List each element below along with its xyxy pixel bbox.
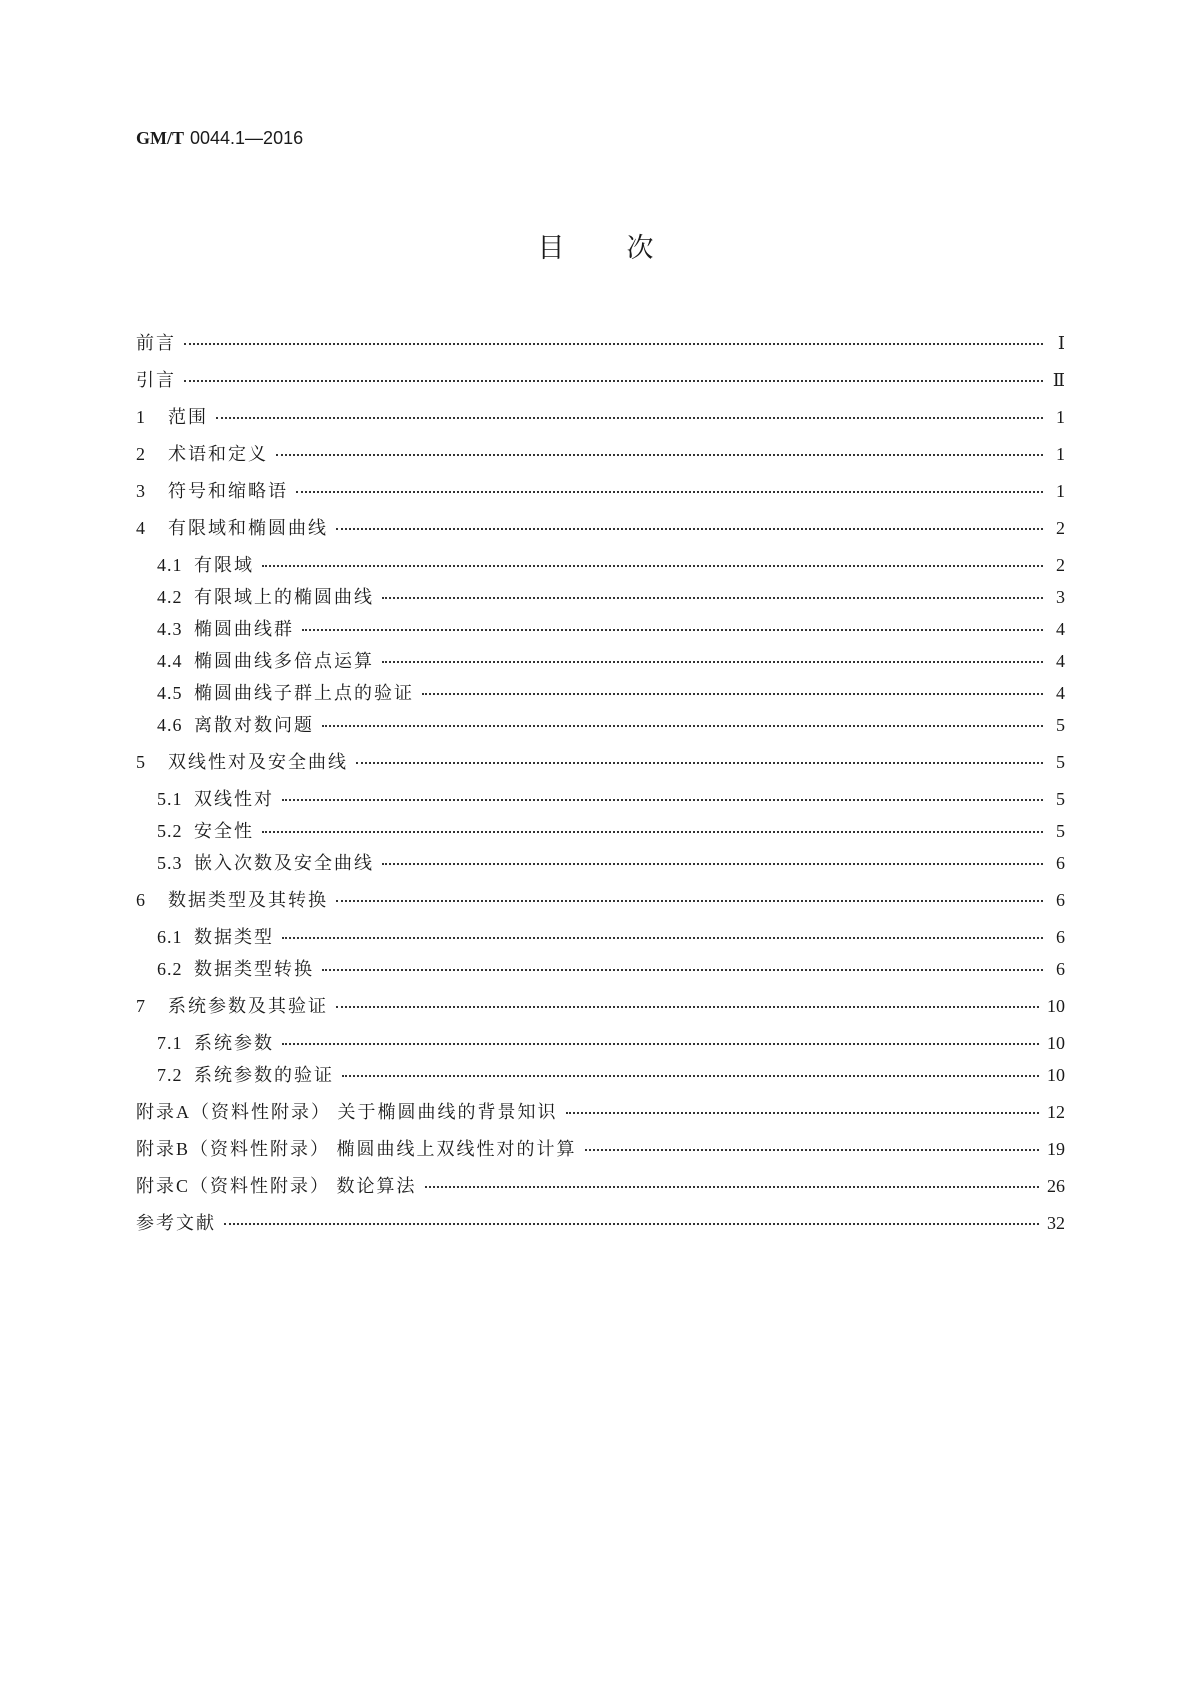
toc-dot-leader <box>425 1186 1039 1188</box>
toc-entry-page: 19 <box>1047 1139 1065 1159</box>
toc-entry-title: 椭圆曲线群 <box>194 619 294 639</box>
toc-dot-leader <box>322 725 1043 727</box>
toc-dot-leader <box>356 762 1043 764</box>
toc-entry-number: 5.1 <box>157 789 183 809</box>
toc-entry-page: 10 <box>1047 1065 1065 1085</box>
toc-entry-number: 6.1 <box>157 927 183 947</box>
toc-entry[interactable] <box>136 991 1065 1028</box>
toc-entry[interactable] <box>136 1208 1065 1245</box>
toc-entry-title: 有限域 <box>194 555 254 575</box>
toc-entry-number: 7.2 <box>157 1065 183 1085</box>
toc-dot-leader <box>422 693 1043 695</box>
toc-entry-title: 双线性对及安全曲线 <box>168 752 348 772</box>
toc-dot-leader <box>342 1075 1039 1077</box>
document-code-number: 0044.1—2016 <box>190 128 304 148</box>
toc-entry-number: 4.6 <box>157 715 183 735</box>
toc-entry-title: 椭圆曲线多倍点运算 <box>194 651 374 671</box>
toc-entry-page: 5 <box>1056 715 1065 735</box>
toc-entry[interactable] <box>136 1134 1065 1171</box>
toc-entry[interactable] <box>136 1171 1065 1208</box>
toc-entry-number: 1 <box>136 407 146 427</box>
toc-entry-title: 附录B（资料性附录） 椭圆曲线上双线性对的计算 <box>136 1139 577 1159</box>
toc-entry-page: 2 <box>1056 555 1065 575</box>
toc-entry-number: 7 <box>136 996 146 1016</box>
toc-entry-page: 2 <box>1056 518 1065 538</box>
toc-entry-number: 5 <box>136 752 146 772</box>
toc-entry-number: 4.3 <box>157 619 183 639</box>
toc-dot-leader <box>336 900 1043 902</box>
toc-entry-page: 4 <box>1056 619 1065 639</box>
toc-entry-title: 有限域和椭圆曲线 <box>168 518 328 538</box>
toc-entry-page: 32 <box>1047 1213 1065 1233</box>
toc-entry-title: 附录C（资料性附录） 数论算法 <box>136 1176 417 1196</box>
toc-entry-page: 6 <box>1056 959 1065 979</box>
toc-entry[interactable] <box>136 402 1065 439</box>
toc-dot-leader <box>262 831 1043 833</box>
toc-entry[interactable] <box>136 513 1065 550</box>
toc-entry-title: 离散对数问题 <box>194 715 314 735</box>
toc-entry[interactable] <box>136 747 1065 784</box>
toc-entry[interactable] <box>136 365 1065 402</box>
toc-entry-number: 2 <box>136 444 146 464</box>
toc-entry[interactable] <box>136 848 1065 885</box>
toc-entry-title: 数据类型转换 <box>194 959 314 979</box>
toc-entry-page: Ⅱ <box>1052 370 1065 390</box>
toc-dot-leader <box>224 1223 1039 1225</box>
toc-entry-title: 系统参数 <box>194 1033 274 1053</box>
toc-entry-page: 5 <box>1056 789 1065 809</box>
toc-entry-title: 椭圆曲线子群上点的验证 <box>194 683 414 703</box>
toc-entry-page: 6 <box>1056 853 1065 873</box>
toc-entry-title: 范围 <box>168 407 208 427</box>
toc-entry[interactable] <box>136 885 1065 922</box>
toc-entry-page: 5 <box>1056 821 1065 841</box>
toc-entry-page: 4 <box>1056 651 1065 671</box>
toc-entry-title: 系统参数的验证 <box>194 1065 334 1085</box>
table-of-contents <box>136 328 1065 1245</box>
toc-entry-page: 1 <box>1056 481 1065 501</box>
toc-entry-number: 4.1 <box>157 555 183 575</box>
toc-dot-leader <box>296 491 1043 493</box>
toc-entry-number: 7.1 <box>157 1033 183 1053</box>
toc-entry-page: 3 <box>1056 587 1065 607</box>
toc-dot-leader <box>282 1043 1039 1045</box>
page-title: 目次 <box>537 233 716 264</box>
toc-entry-number: 6.2 <box>157 959 183 979</box>
toc-entry-page: 10 <box>1047 996 1065 1016</box>
document-code <box>136 128 303 149</box>
toc-entry-title: 附录A（资料性附录） 关于椭圆曲线的背景知识 <box>136 1102 558 1122</box>
toc-entry-title: 安全性 <box>194 821 254 841</box>
toc-entry-number: 5.3 <box>157 853 183 873</box>
toc-entry-title: 系统参数及其验证 <box>168 996 328 1016</box>
toc-entry[interactable] <box>136 476 1065 513</box>
toc-entry-number: 5.2 <box>157 821 183 841</box>
toc-entry-page: 6 <box>1056 927 1065 947</box>
toc-dot-leader <box>184 343 1043 345</box>
toc-entry-number: 4.4 <box>157 651 183 671</box>
toc-entry[interactable] <box>136 328 1065 365</box>
toc-dot-leader <box>184 380 1043 382</box>
toc-dot-leader <box>336 528 1043 530</box>
toc-dot-leader <box>262 565 1043 567</box>
toc-entry[interactable] <box>136 1097 1065 1134</box>
toc-dot-leader <box>282 799 1043 801</box>
toc-entry-title: 有限域上的椭圆曲线 <box>194 587 374 607</box>
toc-dot-leader <box>276 454 1043 456</box>
toc-entry-number: 4.5 <box>157 683 183 703</box>
toc-entry-title: 引言 <box>136 370 176 390</box>
toc-entry[interactable] <box>136 1060 1065 1097</box>
toc-entry-page: 6 <box>1056 890 1065 910</box>
toc-entry[interactable] <box>136 439 1065 476</box>
toc-entry-page: 1 <box>1056 407 1065 427</box>
toc-entry-title: 数据类型 <box>194 927 274 947</box>
toc-entry-number: 3 <box>136 481 146 501</box>
toc-dot-leader <box>382 661 1043 663</box>
toc-entry-title: 数据类型及其转换 <box>168 890 328 910</box>
toc-entry-page: 5 <box>1056 752 1065 772</box>
toc-entry-title: 双线性对 <box>194 789 274 809</box>
toc-entry-title: 符号和缩略语 <box>168 481 288 501</box>
document-code-prefix: GM/T <box>136 128 184 148</box>
toc-dot-leader <box>336 1006 1039 1008</box>
toc-entry-page: 4 <box>1056 683 1065 703</box>
toc-entry[interactable] <box>136 710 1065 747</box>
toc-entry-page: 12 <box>1047 1102 1065 1122</box>
toc-dot-leader <box>302 629 1043 631</box>
toc-dot-leader <box>382 863 1043 865</box>
toc-entry-page: Ⅰ <box>1057 333 1065 353</box>
toc-dot-leader <box>216 417 1043 419</box>
toc-entry-number: 4 <box>136 518 146 538</box>
toc-entry-number: 4.2 <box>157 587 183 607</box>
toc-dot-leader <box>282 937 1043 939</box>
toc-dot-leader <box>382 597 1043 599</box>
toc-entry[interactable] <box>136 954 1065 991</box>
toc-entry-title: 嵌入次数及安全曲线 <box>194 853 374 873</box>
toc-entry-page: 1 <box>1056 444 1065 464</box>
toc-entry-title: 前言 <box>136 333 176 353</box>
toc-entry-number: 6 <box>136 890 146 910</box>
toc-dot-leader <box>322 969 1043 971</box>
toc-dot-leader <box>585 1149 1039 1151</box>
toc-entry-page: 26 <box>1047 1176 1065 1196</box>
toc-entry-title: 术语和定义 <box>168 444 268 464</box>
toc-entry-page: 10 <box>1047 1033 1065 1053</box>
toc-dot-leader <box>566 1112 1040 1114</box>
toc-entry-title: 参考文献 <box>136 1213 216 1233</box>
